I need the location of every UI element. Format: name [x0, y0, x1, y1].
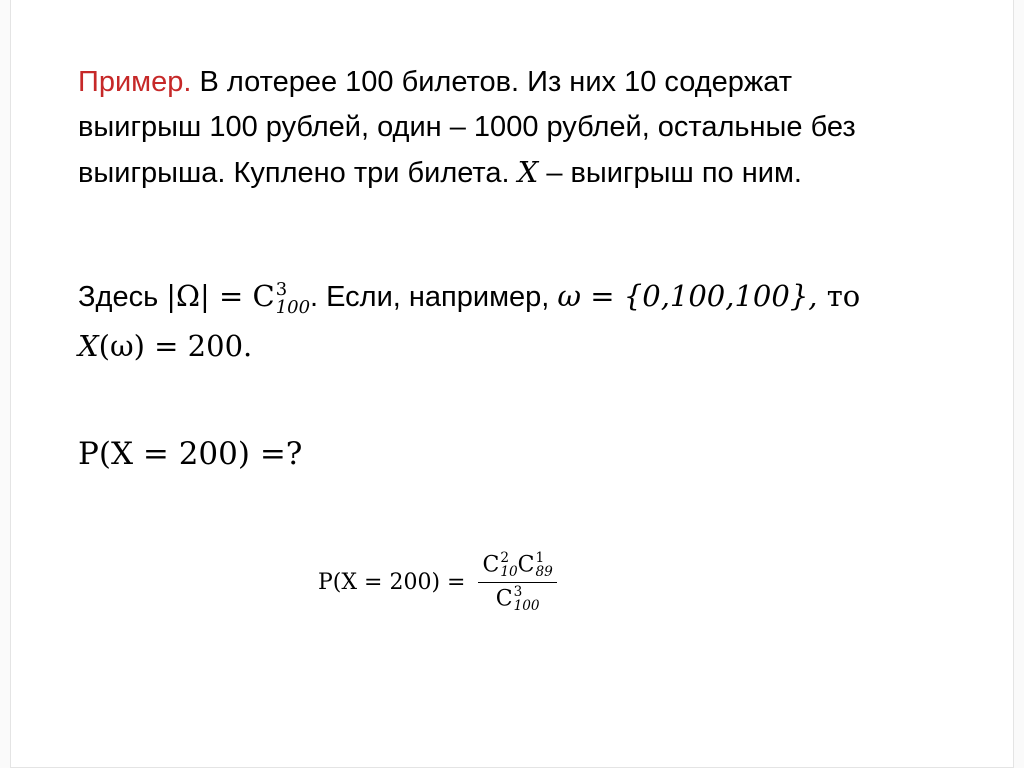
x-omega-value: (ω) = 200. [98, 329, 253, 363]
comb-sub: 100 [275, 297, 311, 319]
omega-size: |Ω| = C [166, 279, 275, 313]
variable-x: X [517, 155, 539, 189]
probability-formula [318, 552, 557, 614]
variable-x-2: X [78, 329, 99, 363]
den-sub: 100 [513, 597, 540, 614]
den-indices [514, 586, 540, 613]
formula-lhs: P(X = 200) = [318, 569, 466, 595]
problem-text-part1: В лотерее 100 билетов. Из них 10 содержат выигрыш 100 рублей, один – 1000 рублей, остальные без выигрыша. Куплено три билета. [78, 66, 856, 189]
fraction-numerator [478, 552, 556, 583]
fraction [478, 552, 556, 614]
sample-space-prefix: Здесь [78, 281, 167, 313]
num-c1-sup: 2 [500, 550, 509, 566]
slide [10, 0, 1014, 768]
den-sup: 3 [513, 584, 523, 601]
den-c: C [495, 586, 513, 612]
sample-space-middle: . Если, например, [310, 281, 558, 313]
num-c2-sup: 1 [535, 550, 545, 566]
fraction-denominator [478, 583, 556, 613]
example-label: Пример. [78, 66, 192, 98]
num-c1: C [482, 552, 500, 578]
omega-example: ω = {0,100,100}, [557, 279, 818, 313]
problem-statement [78, 60, 908, 196]
sample-space-suffix: то [817, 279, 861, 313]
question: P(X = 200) =? [78, 436, 303, 472]
num-c2-sub: 89 [535, 563, 553, 580]
sample-space-statement [78, 272, 978, 372]
combination-indices [276, 281, 310, 317]
problem-text-part2: – выигрыш по ним. [538, 157, 802, 189]
num-c1-sub: 10 [500, 563, 518, 580]
num-c2: C [517, 552, 535, 578]
num-c1-indices [500, 552, 517, 579]
num-c2-indices [536, 552, 553, 579]
comb-sup: 3 [275, 279, 288, 301]
